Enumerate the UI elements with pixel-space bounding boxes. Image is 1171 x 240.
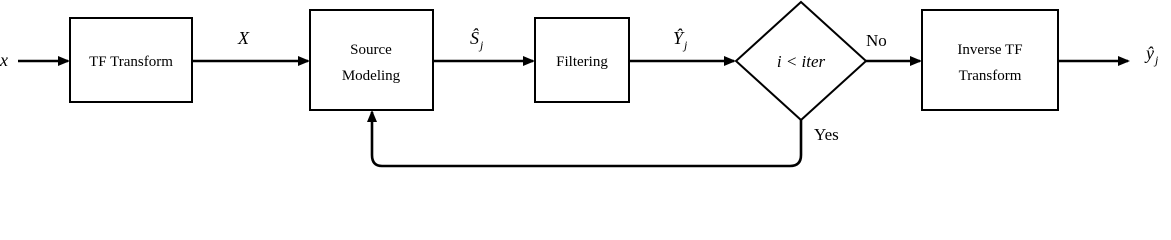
inverse-tf-label-line2: Transform — [958, 68, 1022, 84]
filtering-block — [535, 18, 629, 102]
yes-branch-label: Yes — [814, 125, 839, 144]
output-y-hat-label: $ŷ_j$ — [1146, 43, 1159, 67]
edge-label-y-hat: $Ŷ_j$ — [673, 28, 688, 52]
inverse-tf-block — [922, 10, 1058, 110]
edge-label-x: X — [238, 28, 249, 48]
arrow-feedback-yes — [372, 112, 801, 166]
inverse-tf-label-line1: Inverse TF — [957, 42, 1023, 58]
edge-label-s-hat: $Ŝ_j$ — [470, 28, 484, 52]
source-modeling-block — [310, 10, 433, 110]
source-modeling-label-line1: Source — [350, 42, 392, 58]
no-branch-label: No — [866, 31, 887, 50]
tf-transform-label: TF Transform — [89, 54, 173, 70]
input-x-label: x — [0, 50, 8, 70]
filtering-label: Filtering — [556, 54, 608, 70]
decision-condition-label: i < iter — [776, 52, 826, 71]
tf-transform-block — [70, 18, 192, 102]
source-modeling-label-line2: Modeling — [341, 68, 401, 84]
decision-diamond — [736, 2, 866, 120]
